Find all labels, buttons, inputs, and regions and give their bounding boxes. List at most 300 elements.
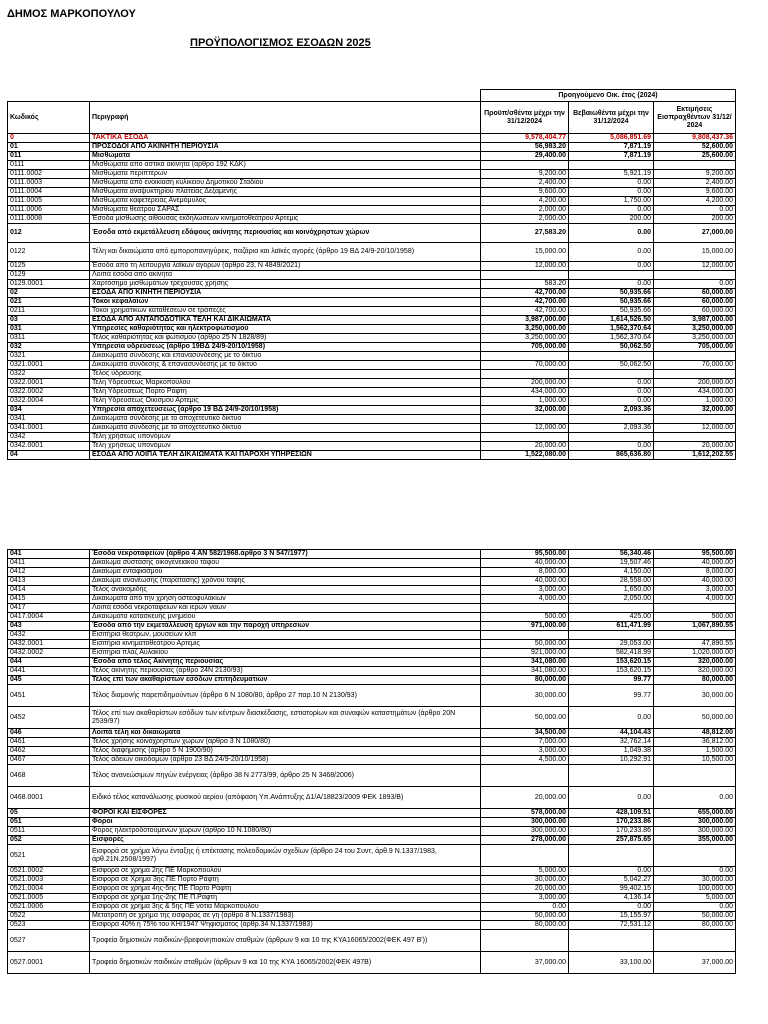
- row-certified: 99,402.15: [569, 885, 654, 894]
- row-description: Τόκοι χρηματικών καταθέσεων σε τράπεζες: [90, 307, 481, 316]
- row-estimate: 0.00: [654, 206, 736, 215]
- row-certified: 425.00: [569, 613, 654, 622]
- row-voted: 40,000.00: [481, 559, 569, 568]
- row-estimate: 1,020,000.00: [654, 649, 736, 658]
- row-code: 041: [8, 550, 90, 559]
- row-code: 0125: [8, 262, 90, 271]
- row-estimate: 80,000.00: [654, 921, 736, 930]
- row-description: Μισθώματα αναψυκτηρίου πλατείας Δεξαμενής: [90, 188, 481, 197]
- row-code: 0521.0005: [8, 894, 90, 903]
- row-voted: 50,000.00: [481, 707, 569, 729]
- row-voted: 20,000.00: [481, 787, 569, 809]
- table-row: [8, 765, 736, 787]
- row-estimate: 30,000.00: [654, 685, 736, 707]
- row-certified: 170,233.86: [569, 818, 654, 827]
- row-certified: 1,750.00: [569, 197, 654, 206]
- row-description: Υπηρεσίες καθαριότητας και ηλεκτροφωτισμού: [90, 325, 481, 334]
- row-voted: 15,000.00: [481, 243, 569, 262]
- row-voted: 0.00: [481, 903, 569, 912]
- row-description: Εισφορά 40% ή 75% του ΚΗ/1947 Ψηφισματος (άρθρ.34 Ν.1337/1983): [90, 921, 481, 930]
- row-description: Τέλος επί των ακαθαρίστων εσόδων επιτηδευματιών: [90, 676, 481, 685]
- row-voted: 500.00: [481, 613, 569, 622]
- table-row: [8, 197, 736, 206]
- row-certified: 15,155.97: [569, 912, 654, 921]
- row-description: Λοιπά έσοδα από ακίνητα: [90, 271, 481, 280]
- row-voted: 50,000.00: [481, 640, 569, 649]
- table-row: [8, 343, 736, 352]
- row-estimate: [654, 765, 736, 787]
- row-voted: [481, 604, 569, 613]
- row-voted: 300,000.00: [481, 818, 569, 827]
- row-estimate: 9,200.00: [654, 170, 736, 179]
- table-row: [8, 818, 736, 827]
- row-voted: 50,000.00: [481, 912, 569, 921]
- row-estimate: 25,600.00: [654, 152, 736, 161]
- row-code: 032: [8, 343, 90, 352]
- row-certified: [569, 604, 654, 613]
- table-row: [8, 243, 736, 262]
- row-certified: 1,650.00: [569, 586, 654, 595]
- row-certified: 72,531.12: [569, 921, 654, 930]
- row-certified: 153,620.15: [569, 667, 654, 676]
- table-row: [8, 170, 736, 179]
- voted-header: Προϋπ/σθέντα μέχρι την 31/12/2024: [481, 102, 569, 134]
- row-description: Έσοδα νεκροταφείων (άρθρο 4 ΑΝ 582/1968.άρθρο 3 Ν 547/1977): [90, 550, 481, 559]
- row-code: 0111: [8, 161, 90, 170]
- row-voted: 20,000.00: [481, 885, 569, 894]
- row-code: 0311: [8, 334, 90, 343]
- row-description: Τέλος χρήσης κοινόχρηστων χώρων (άρθρο 3 Ν 1080/80): [90, 738, 481, 747]
- table-row: [8, 334, 736, 343]
- row-voted: 9,600.00: [481, 188, 569, 197]
- table-row: [8, 550, 736, 559]
- table-row: [8, 280, 736, 289]
- row-estimate: 30,000.00: [654, 876, 736, 885]
- table-row: [8, 143, 736, 152]
- table-row: [8, 568, 736, 577]
- row-code: 051: [8, 818, 90, 827]
- row-voted: [481, 631, 569, 640]
- municipality-name: ΔΗΜΟΣ ΜΑΡΚΟΠΟΥΛΟΥ: [7, 8, 136, 20]
- table-header-row-2: [8, 102, 736, 134]
- row-estimate: 4,000.00: [654, 595, 736, 604]
- table-row: [8, 930, 736, 952]
- row-certified: 153,620.15: [569, 658, 654, 667]
- row-certified: 0.00: [569, 867, 654, 876]
- row-estimate: 60,000.00: [654, 307, 736, 316]
- table-row: [8, 845, 736, 867]
- table-row: [8, 787, 736, 809]
- row-certified: 0.00: [569, 787, 654, 809]
- row-certified: 200.00: [569, 215, 654, 224]
- table-row: [8, 406, 736, 415]
- row-code: 0415: [8, 595, 90, 604]
- row-certified: 7,871.19: [569, 152, 654, 161]
- row-code: 0522: [8, 912, 90, 921]
- row-certified: 1,562,370.64: [569, 325, 654, 334]
- row-description: Τέλος ανανεώσιμων πηγών ενέργειας (άρθρο 38 Ν 2773/99, άρθρο 25 Ν 3468/2006): [90, 765, 481, 787]
- row-estimate: 200.00: [654, 215, 736, 224]
- row-estimate: 36,812.00: [654, 738, 736, 747]
- row-description: Εισιτήρια κινηματοθεάτρου Αρτεμις: [90, 640, 481, 649]
- row-certified: 10,292.91: [569, 756, 654, 765]
- table-row: [8, 442, 736, 451]
- revenue-table-bottom: [7, 549, 736, 974]
- row-description: Υπηρεσία υδρεύσεως (άρθρο 19ΒΔ 24/9-20/10/1958): [90, 343, 481, 352]
- table-row: [8, 307, 736, 316]
- row-code: 0341: [8, 415, 90, 424]
- row-certified: 50,935.66: [569, 307, 654, 316]
- table-row: [8, 640, 736, 649]
- row-voted: [481, 370, 569, 379]
- row-code: 0417.0004: [8, 613, 90, 622]
- table-row: [8, 613, 736, 622]
- row-description: Εισφορά σε χρήμα 1ης-2ης ΠΕ Π.Ραφτη: [90, 894, 481, 903]
- row-voted: 27,583.20: [481, 224, 569, 243]
- row-certified: 0.00: [569, 224, 654, 243]
- row-certified: 32,762.14: [569, 738, 654, 747]
- row-voted: 3,000.00: [481, 586, 569, 595]
- row-estimate: 32,000.00: [654, 406, 736, 415]
- row-code: 0527: [8, 930, 90, 952]
- row-certified: 7,871.19: [569, 143, 654, 152]
- row-code: 0468.0001: [8, 787, 90, 809]
- row-code: 0111.0005: [8, 197, 90, 206]
- table-row: [8, 885, 736, 894]
- table-row: [8, 631, 736, 640]
- row-description: Δικαίωμα ενταφιασμού: [90, 568, 481, 577]
- table-row: [8, 876, 736, 885]
- table-row: [8, 188, 736, 197]
- row-voted: 12,000.00: [481, 262, 569, 271]
- row-description: Δικαιώματα από την χρήση οστεοφυλακίων: [90, 595, 481, 604]
- row-estimate: 9,808,437.36: [654, 134, 736, 143]
- row-certified: 50,062.50: [569, 361, 654, 370]
- row-code: 011: [8, 152, 90, 161]
- row-description: Τέλη χρήσεως υπονόμων: [90, 442, 481, 451]
- row-description: Μετατροπή σε χρήμα της εισφοράς σε γη (άρθρο 8 Ν.1337/1983): [90, 912, 481, 921]
- row-voted: 8,000.00: [481, 568, 569, 577]
- row-certified: 2,093.36: [569, 424, 654, 433]
- row-voted: 42,700.00: [481, 298, 569, 307]
- row-description: Δικαιώματα κατασκευής μνημείου: [90, 613, 481, 622]
- row-voted: [481, 765, 569, 787]
- row-estimate: 80,000.00: [654, 676, 736, 685]
- table-row: [8, 206, 736, 215]
- row-estimate: 4,200.00: [654, 197, 736, 206]
- row-estimate: 10,500.00: [654, 756, 736, 765]
- row-estimate: 9,600.00: [654, 188, 736, 197]
- table-row: [8, 361, 736, 370]
- row-certified: 28,558.00: [569, 577, 654, 586]
- row-estimate: 3,250,000.00: [654, 334, 736, 343]
- table-row: [8, 903, 736, 912]
- row-voted: 80,000.00: [481, 921, 569, 930]
- table-row: [8, 298, 736, 307]
- row-voted: 29,400.00: [481, 152, 569, 161]
- row-certified: 50,935.66: [569, 289, 654, 298]
- table-row: [8, 325, 736, 334]
- row-estimate: 500.00: [654, 613, 736, 622]
- table-row: [8, 559, 736, 568]
- row-estimate: 60,000.00: [654, 289, 736, 298]
- row-certified: 0.00: [569, 188, 654, 197]
- table-row: [8, 388, 736, 397]
- table-row: [8, 707, 736, 729]
- row-code: 012: [8, 224, 90, 243]
- row-estimate: 27,000.00: [654, 224, 736, 243]
- table-row: [8, 894, 736, 903]
- row-voted: [481, 161, 569, 170]
- estimates-header: Εκτιμήσεις Εισπραχθέντων 31/12/ 2024: [654, 102, 736, 134]
- row-estimate: 12,000.00: [654, 424, 736, 433]
- row-code: 045: [8, 676, 90, 685]
- row-voted: 30,000.00: [481, 876, 569, 885]
- row-estimate: 0.00: [654, 280, 736, 289]
- row-voted: 3,250,000.00: [481, 325, 569, 334]
- row-code: 0412: [8, 568, 90, 577]
- row-certified: 4,136.14: [569, 894, 654, 903]
- certified-header: Βεβαιωθέντα μέχρι την 31/12/2024: [569, 102, 654, 134]
- row-code: 0521.0002: [8, 867, 90, 876]
- row-description: Δικαιώματα σύνδεσης και επανασύνδεσης με το δίκτυο: [90, 352, 481, 361]
- row-certified: [569, 370, 654, 379]
- row-description: Τέλος ύδρευσης: [90, 370, 481, 379]
- row-description: ΤΑΚΤΙΚΑ ΕΣΟΔΑ: [90, 134, 481, 143]
- row-estimate: 2,400.00: [654, 179, 736, 188]
- row-voted: 9,200.00: [481, 170, 569, 179]
- row-voted: 3,000.00: [481, 747, 569, 756]
- table-row: [8, 747, 736, 756]
- row-certified: 56,340.46: [569, 550, 654, 559]
- row-description: Τέλη Υδρεύσεως Πορτο Ράφτη: [90, 388, 481, 397]
- row-estimate: 48,812.00: [654, 729, 736, 738]
- table-row: [8, 134, 736, 143]
- row-description: Τέλος αδειών οικοδομών (άρθρο 23 ΒΔ 24/9-20/10/1958): [90, 756, 481, 765]
- row-certified: [569, 845, 654, 867]
- table-row: [8, 577, 736, 586]
- row-estimate: [654, 631, 736, 640]
- row-code: 0322.0001: [8, 379, 90, 388]
- row-code: 0411: [8, 559, 90, 568]
- row-estimate: 40,000.00: [654, 577, 736, 586]
- row-certified: 5,086,851.69: [569, 134, 654, 143]
- row-estimate: 1,500.00: [654, 747, 736, 756]
- row-certified: 0.00: [569, 442, 654, 451]
- table-row: [8, 152, 736, 161]
- row-description: Τέλη Υδρεύσεως Μαρκοπούλου: [90, 379, 481, 388]
- row-certified: 0.00: [569, 903, 654, 912]
- row-description: Λοιπά τέλη και δικαιώματα: [90, 729, 481, 738]
- row-voted: 5,000.00: [481, 867, 569, 876]
- row-voted: 56,983.20: [481, 143, 569, 152]
- row-description: Έσοδα από τη λειτουργία λαϊκών αγορών (άρθρο 23, Ν 4849/2021): [90, 262, 481, 271]
- table-row: [8, 433, 736, 442]
- table-row: [8, 262, 736, 271]
- row-description: Τέλος καθαριότητας και φωτισμού (άρθρο 25 Ν 1828/89): [90, 334, 481, 343]
- table-row: [8, 586, 736, 595]
- row-description: Λοιπά έσοδα νεκροταφείων και ιερών ναών: [90, 604, 481, 613]
- table-row: [8, 316, 736, 325]
- row-voted: 34,500.00: [481, 729, 569, 738]
- row-certified: 0.00: [569, 379, 654, 388]
- row-description: Δικαιώματα σύνδεσης με το αποχετευτικό δίκτυο: [90, 424, 481, 433]
- row-voted: 2,000.00: [481, 206, 569, 215]
- row-code: 0321.0001: [8, 361, 90, 370]
- row-code: 052: [8, 836, 90, 845]
- row-estimate: 3,250,000.00: [654, 325, 736, 334]
- table-row: [8, 649, 736, 658]
- row-voted: [481, 271, 569, 280]
- row-voted: 42,700.00: [481, 307, 569, 316]
- row-description: Εισφορά σε χρήμα 4ης-5ης ΠΕ Πορτο Ράφτη: [90, 885, 481, 894]
- row-code: 0414: [8, 586, 90, 595]
- row-certified: 50,062.50: [569, 343, 654, 352]
- row-estimate: 320,000.00: [654, 658, 736, 667]
- row-code: 0: [8, 134, 90, 143]
- row-code: 0432.0001: [8, 640, 90, 649]
- row-certified: 19,507.46: [569, 559, 654, 568]
- row-voted: 4,200.00: [481, 197, 569, 206]
- table-row: [8, 179, 736, 188]
- row-estimate: 300,000.00: [654, 818, 736, 827]
- row-voted: [481, 433, 569, 442]
- row-voted: 341,080.00: [481, 658, 569, 667]
- row-voted: 2,000.00: [481, 215, 569, 224]
- row-estimate: 434,000.00: [654, 388, 736, 397]
- row-estimate: [654, 845, 736, 867]
- row-estimate: 20,000.00: [654, 442, 736, 451]
- row-estimate: 15,000.00: [654, 243, 736, 262]
- row-code: 0122: [8, 243, 90, 262]
- row-code: 01: [8, 143, 90, 152]
- code-header: Κωδικός: [8, 102, 90, 134]
- row-voted: 4,500.00: [481, 756, 569, 765]
- row-estimate: 47,890.55: [654, 640, 736, 649]
- row-code: 034: [8, 406, 90, 415]
- table-row: [8, 729, 736, 738]
- row-certified: 582,418.99: [569, 649, 654, 658]
- row-certified: 2,093.36: [569, 406, 654, 415]
- row-description: Εισιτήρια πλαζ Αυλακίου: [90, 649, 481, 658]
- table-row: [8, 424, 736, 433]
- table-row: [8, 289, 736, 298]
- row-voted: 40,000.00: [481, 577, 569, 586]
- row-code: 04: [8, 451, 90, 460]
- row-code: 0523: [8, 921, 90, 930]
- row-code: 0521: [8, 845, 90, 867]
- row-certified: [569, 415, 654, 424]
- row-certified: 0.00: [569, 206, 654, 215]
- row-code: 046: [8, 729, 90, 738]
- row-code: 0322.0004: [8, 397, 90, 406]
- row-code: 044: [8, 658, 90, 667]
- row-code: 0321: [8, 352, 90, 361]
- row-certified: 5,042.27: [569, 876, 654, 885]
- row-certified: 1,562,370.64: [569, 334, 654, 343]
- row-certified: 2,050.00: [569, 595, 654, 604]
- table-row: [8, 595, 736, 604]
- row-voted: 20,000.00: [481, 442, 569, 451]
- row-voted: 37,000.00: [481, 952, 569, 974]
- table-row: [8, 676, 736, 685]
- row-description: Μισθώματα θεάτρου ΣΑΡΑΣ: [90, 206, 481, 215]
- table-row: [8, 271, 736, 280]
- row-voted: 4,000.00: [481, 595, 569, 604]
- row-estimate: [654, 161, 736, 170]
- page-title: ΠΡΟΫΠΟΛΟΓΙΣΜΟΣ ΕΣΟΔΩΝ 2025: [190, 37, 371, 49]
- row-certified: 44,104.43: [569, 729, 654, 738]
- row-voted: 3,250,000.00: [481, 334, 569, 343]
- row-code: 0462: [8, 747, 90, 756]
- description-header: Περιγραφή: [90, 102, 481, 134]
- row-description: ΦΟΡΟΙ ΚΑΙ ΕΙΣΦΟΡΕΣ: [90, 809, 481, 818]
- row-voted: 1,522,080.00: [481, 451, 569, 460]
- row-certified: 4,150.00: [569, 568, 654, 577]
- row-voted: 3,000.00: [481, 894, 569, 903]
- row-code: 0322: [8, 370, 90, 379]
- row-estimate: [654, 930, 736, 952]
- row-description: Έσοδα από την εκμετάλλευση έργων και την παροχή υπηρεσιών: [90, 622, 481, 631]
- row-code: 0322.0002: [8, 388, 90, 397]
- table-row: [8, 912, 736, 921]
- table-row: [8, 415, 736, 424]
- row-description: Έσοδα από τέλος Ακίνητης περιουσίας: [90, 658, 481, 667]
- row-description: Τέλος διαμονής παρεπιδημούντων (άρθρο 6 Ν 1080/80, άρθρο 27 παρ.10 Ν 2130/93): [90, 685, 481, 707]
- row-description: Δικαίωμα ανανέωσης (παράτασης) χρόνου ταφής: [90, 577, 481, 586]
- row-description: Τέλη και δικαιώματα από εμποροπανηγύρεις, παζάρια και λαϊκές αγορές (άρθρο 19 ΒΔ 24/9-20/10/1958): [90, 243, 481, 262]
- row-certified: [569, 433, 654, 442]
- row-voted: 7,000.00: [481, 738, 569, 747]
- row-description: Εισφορά σε Χρήμα 3ης ΠΕ Πορτο Ράφτη: [90, 876, 481, 885]
- row-description: Τέλη χρήσεως υπονόμων: [90, 433, 481, 442]
- row-code: 0211: [8, 307, 90, 316]
- row-description: Φόρος ηλεκτροδοτούμενων χώρων (άρθρο 10 Ν.1080/80): [90, 827, 481, 836]
- row-code: 03: [8, 316, 90, 325]
- table-row: [8, 215, 736, 224]
- row-voted: 705,000.00: [481, 343, 569, 352]
- row-voted: 278,000.00: [481, 836, 569, 845]
- row-estimate: 37,000.00: [654, 952, 736, 974]
- row-description: Εισιτήρια θεάτρων, μουσείων κλπ: [90, 631, 481, 640]
- row-certified: 170,233.86: [569, 827, 654, 836]
- row-description: Τέλη Υδρεύσεως Οικισμού Αρτεμις: [90, 397, 481, 406]
- row-code: 0432: [8, 631, 90, 640]
- row-description: Μισθώματα: [90, 152, 481, 161]
- row-voted: [481, 352, 569, 361]
- row-description: Εισφορά σε χρήμα 3ης & 5ης ΠΕ νότια Μαρκοπούλου: [90, 903, 481, 912]
- table-row: [8, 867, 736, 876]
- row-certified: 257,875.65: [569, 836, 654, 845]
- row-code: 0111.0004: [8, 188, 90, 197]
- row-estimate: 70,000.00: [654, 361, 736, 370]
- row-code: 0521.0004: [8, 885, 90, 894]
- row-voted: 921,000.00: [481, 649, 569, 658]
- row-code: 031: [8, 325, 90, 334]
- table-row: [8, 370, 736, 379]
- row-voted: [481, 415, 569, 424]
- row-certified: 1,049.38: [569, 747, 654, 756]
- revenue-table-top: [7, 89, 736, 460]
- row-code: 0129.0001: [8, 280, 90, 289]
- row-estimate: 0.00: [654, 903, 736, 912]
- row-code: 0111.0003: [8, 179, 90, 188]
- row-certified: 99.77: [569, 685, 654, 707]
- row-estimate: 60,000.00: [654, 298, 736, 307]
- row-description: Δικαίωμα σύστασης οικογενειακού τάφου: [90, 559, 481, 568]
- row-description: Χαρτόσημο μισθωμάτων τρέχουσας χρήσης: [90, 280, 481, 289]
- row-description: Τόκοι κεφαλαίων: [90, 298, 481, 307]
